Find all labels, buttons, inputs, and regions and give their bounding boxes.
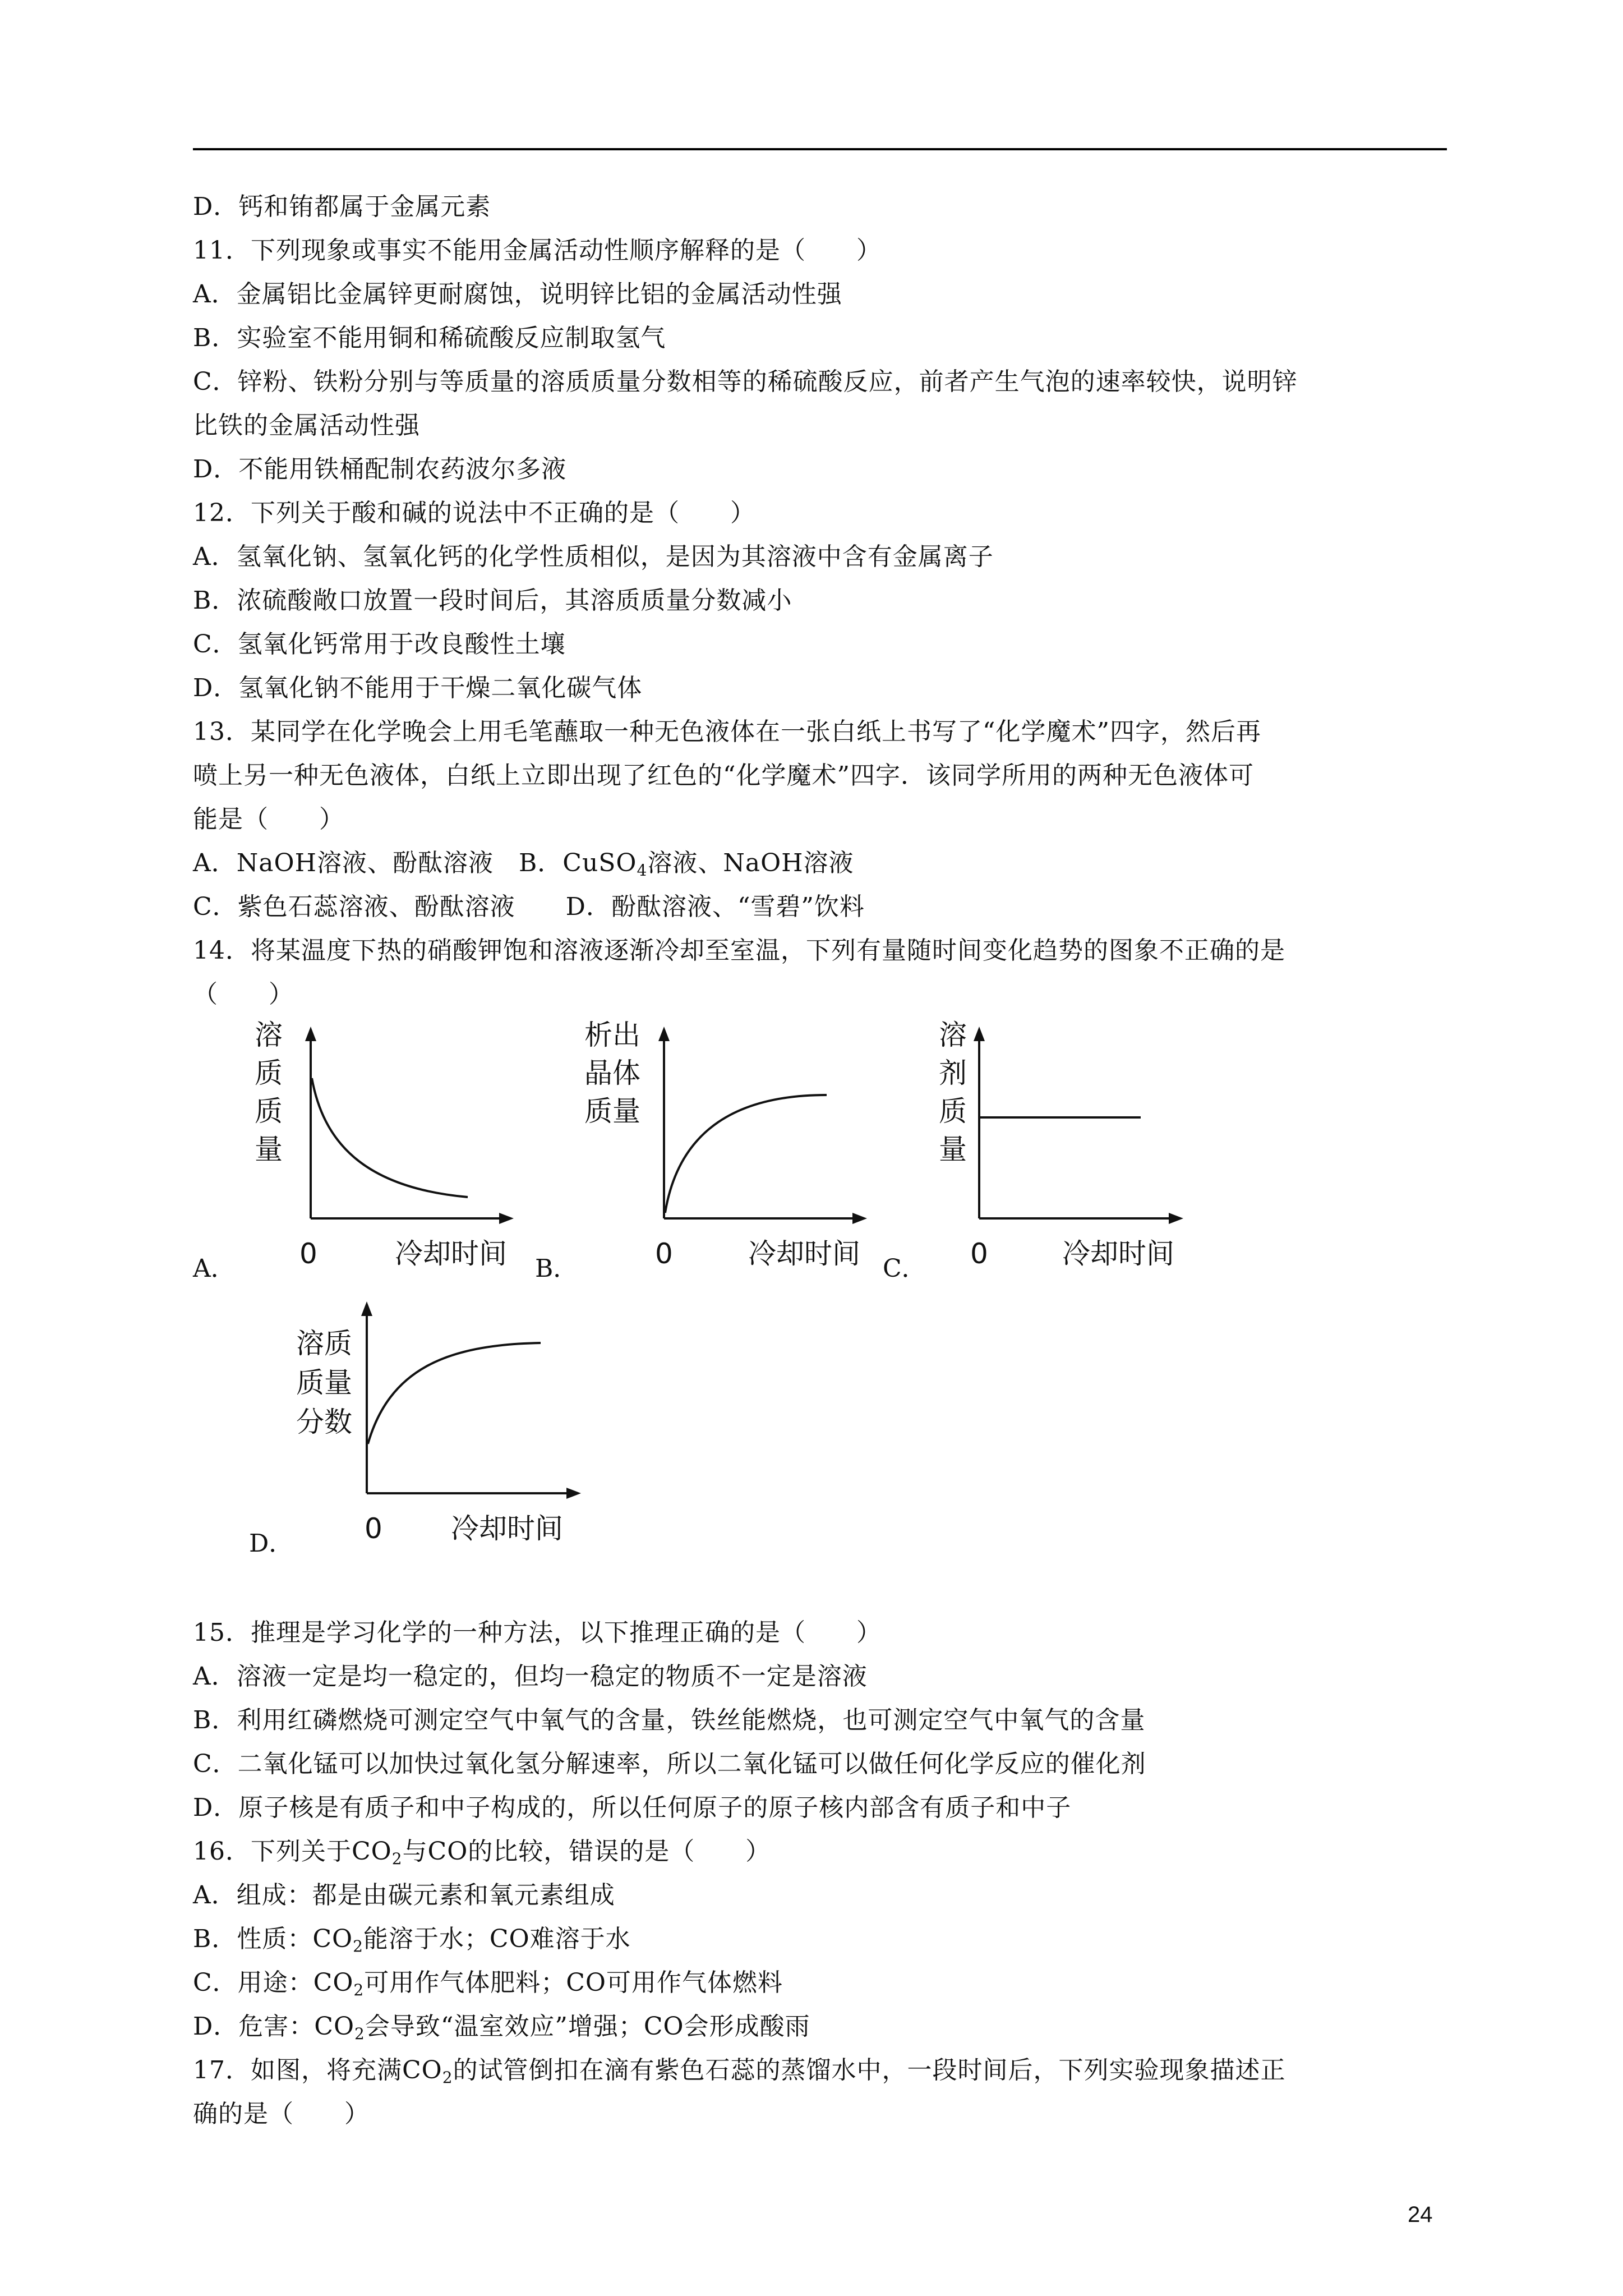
graph-d-xlabel: 冷却时间 [451,1512,563,1545]
arrow-icon [566,1488,581,1499]
graph-a-ylabel: 量 [255,1133,283,1166]
question-17 [193,2049,1447,2092]
top-lines [193,185,1447,841]
graph-c-xlabel: 冷却时间 [1062,1237,1174,1270]
q16-option-a: A．组成：都是由碳元素和氧元素组成 [193,1881,615,1910]
graph-c-ylabel: 量 [939,1133,967,1166]
graph-c-ylabel: 溶 [939,1019,967,1051]
graph-d-ylabel: 质量 [296,1366,352,1399]
q13-options-cd: C．紫色石蕊溶液、酚酞溶液 D．酚酞溶液、“雪碧”饮料 [193,892,865,921]
graph-b-xlabel: 冷却时间 [748,1237,860,1270]
q16-text: 能溶于水；CO难溶于水 [363,1925,631,1953]
q13-option-b: 溶液、NaOH溶液 [647,849,854,877]
graph-d-ylabel: 溶质 [296,1327,352,1360]
arrow-icon [852,1213,867,1224]
question-17-block [193,2049,1447,2136]
q12-option-a: A．氢氧化钠、氢氧化钙的化学性质相似，是因为其溶液中含有金属离子 [193,542,994,571]
graph-b-curve [665,1095,827,1213]
q16-text: 与CO的比较，错误的是（ ） [402,1837,771,1866]
arrow-icon [361,1301,372,1316]
q15-option-a: A．溶液一定是均一稳定的，但均一稳定的物质不一定是溶液 [193,1662,868,1691]
graph-d-origin: 0 [365,1512,382,1545]
subscript: 2 [442,2068,453,2087]
question-14-cont: （ ） [193,980,294,1009]
page-number: 24 [1408,2202,1433,2227]
question-13: 13．某同学在化学晚会上用毛笔蘸取一种无色液体在一张白纸上书写了“化学魔术”四字，然后再 [193,717,1261,746]
graph-d [277,1291,625,1585]
arrow-icon [974,1027,985,1041]
question-13-cont2: 能是（ ） [193,805,344,834]
q16-text: B．性质：CO [193,1925,353,1953]
question-16 [193,1830,1447,1874]
q11-option-c: C．锌粉、铁粉分别与等质量的溶质质量分数相等的稀硫酸反应，前者产生气泡的速率较快，说明锌 [193,367,1298,396]
graph-c [911,1016,1236,1310]
graph-d-option: D． [249,1529,294,1558]
q17-text: 17．如图，将充满CO [193,2056,442,2085]
q12-option-b: B．浓硫酸敞口放置一段时间后，其溶质质量分数减小 [193,586,792,615]
question-15: 15．推理是学习化学的一种方法，以下推理正确的是（ ） [193,1618,882,1647]
q16-option-c [193,1961,1447,2005]
q11-option-b: B．实验室不能用铜和稀硫酸反应制取氢气 [193,324,666,352]
graph-c-option: C． [883,1254,926,1283]
graph-a-xlabel: 冷却时间 [395,1237,507,1270]
graph-c-ylabel: 质 [939,1095,967,1128]
graph-a-ylabel: 溶 [255,1019,283,1051]
subscript: 2 [354,2024,365,2043]
graph-b-origin: 0 [655,1237,673,1270]
question-15-block [193,1611,1447,1830]
question-12: 12．下列关于酸和碱的说法中不正确的是（ ） [193,499,755,527]
q17-text: 的试管倒扣在滴有紫色石蕊的蒸馏水中，一段时间后，下列实验现象描述正 [453,2056,1286,2085]
arrow-icon [1169,1213,1183,1224]
q11-option-c-cont: 比铁的金属活动性强 [193,411,420,440]
q12-option-d: D．氢氧化钠不能用于干燥二氧化碳气体 [193,674,643,702]
q16-text: D．危害：CO [193,2012,355,2041]
q15-option-d: D．原子核是有质子和中子构成的，所以任何原子的原子核内部含有质子和中子 [193,1793,1072,1822]
question-14: 14．将某温度下热的硝酸钾饱和溶液逐渐冷却至室温，下列有量随时间变化趋势的图象不正确的是 [193,936,1285,965]
arrow-icon [305,1027,316,1041]
graph-d-curve [368,1343,541,1444]
q15-option-c: C．二氧化锰可以加快过氧化氢分解速率，所以二氧化锰可以做任何化学反应的催化剂 [193,1750,1146,1778]
graph-a [227,1016,541,1310]
text-line: D．钙和铕都属于金属元素 [193,192,491,221]
q13-options-ab [193,841,1447,885]
q16-text: C．用途：CO [193,1968,354,1997]
subscript: 4 [637,861,648,880]
q11-option-a: A．金属铝比金属锌更耐腐蚀，说明锌比铝的金属活动性强 [193,280,842,309]
q16-option-b [193,1917,1447,1961]
graph-b-option: B． [535,1254,578,1283]
page-content [193,185,1447,2136]
question-11: 11．下列现象或事实不能用金属活动性顺序解释的是（ ） [193,236,882,265]
graph-a-ylabel: 质 [255,1057,283,1089]
q11-option-d: D．不能用铁桶配制农药波尔多液 [193,455,567,484]
q12-option-c: C．氢氧化钙常用于改良酸性土壤 [193,630,566,659]
q16-text: 16．下列关于CO [193,1837,392,1866]
graph-a-option: A． [193,1254,236,1283]
graph-b-ylabel: 析出 [584,1019,640,1051]
graph-a-ylabel: 质 [255,1095,283,1128]
subscript: 2 [353,1937,363,1955]
graph-d-ylabel: 分数 [296,1406,352,1438]
graph-a-curve [312,1078,468,1197]
arrow-icon [499,1213,514,1224]
graph-c-ylabel: 剂 [939,1057,967,1089]
header-rule [193,148,1447,150]
q15-option-b: B．利用红磷燃烧可测定空气中氧气的含量，铁丝能燃烧，也可测定空气中氧气的含量 [193,1706,1146,1734]
graph-b-ylabel: 晶体 [584,1057,640,1089]
q16-option-d [193,2005,1447,2049]
q14-graphs [193,1016,1447,1611]
graph-b [563,1016,911,1310]
graph-c-origin: 0 [970,1237,988,1270]
arrow-icon [658,1027,670,1041]
subscript: 2 [391,1849,403,1868]
graph-b-ylabel: 质量 [584,1095,640,1128]
question-16-block [193,1830,1447,2049]
question-13-cont: 喷上另一种无色液体，白纸上立即出现了红色的“化学魔术”四字．该同学所用的两种无色液体可 [193,761,1254,790]
q16-text: 可用作气体肥料；CO可用作气体燃料 [364,1968,783,1997]
question-17-cont: 确的是（ ） [193,2100,370,2128]
subscript: 2 [353,1981,365,1999]
q13-option-a: A．NaOH溶液、酚酞溶液 B．CuSO [193,849,637,877]
graph-a-origin: 0 [299,1237,317,1270]
q16-text: 会导致“温室效应”增强；CO会形成酸雨 [365,2012,810,2041]
